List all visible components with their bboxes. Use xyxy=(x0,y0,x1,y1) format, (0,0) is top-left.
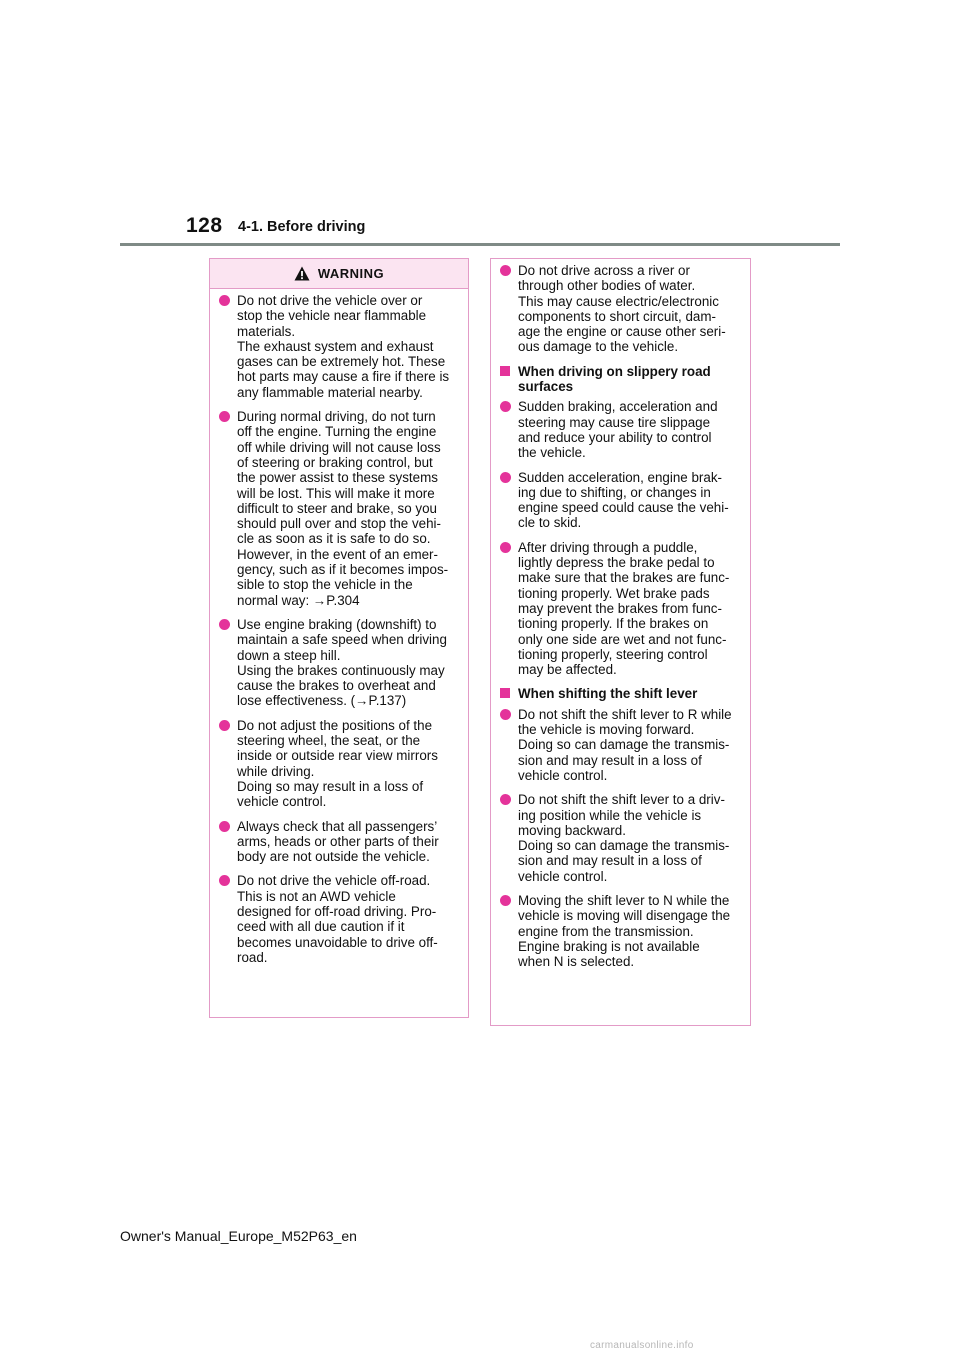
list-item: Do not shift the shift lever to a driv- ing position while the vehicle is moving backward. Doing so can damage the transmis- sion and may result in a loss of vehicle control. xyxy=(499,792,742,884)
warning-title: WARNING xyxy=(317,266,385,281)
warning-triangle-icon xyxy=(294,266,310,281)
list-item: Moving the shift lever to N while the vehicle is moving will disengage the engine from the transmission. Engine braking is not available when N is selected. xyxy=(499,893,742,969)
round-bullet-icon xyxy=(219,821,230,832)
list-item: Sudden acceleration, engine brak- ing due to shifting, or changes in engine speed could cause the vehi- cle to skid. xyxy=(499,470,742,531)
round-bullet-icon xyxy=(500,265,511,276)
watermark: carmanualsonline.info xyxy=(590,1340,694,1351)
list-item: During normal driving, do not turn off the engine. Turning the engine off while driving will not cause loss of steering or braking control, but the power assist to these systems will be lost. This will make it more difficult to steer and brake, so you should pull over and stop the vehi- cle as soon as it is safe to do so. However, in the event of an emer- gency, such as if it becomes impos- sible to stop the vehicle in the normal way: →P.304 xyxy=(218,409,460,608)
square-bullet-icon xyxy=(500,366,510,376)
subsection-heading-slippery: When driving on slippery road surfaces xyxy=(499,364,742,395)
footer-document-id: Owner's Manual_Europe_M52P63_en xyxy=(120,1228,357,1244)
warning-content-left xyxy=(210,289,468,965)
list-item: Do not drive the vehicle off-road. This is not an AWD vehicle designed for off-road driving. Pro- ceed with all due caution if it becomes unavoidable to drive off- road. xyxy=(218,873,460,965)
warning-box xyxy=(209,258,469,1018)
round-bullet-icon xyxy=(219,295,230,306)
round-bullet-icon xyxy=(500,895,511,906)
round-bullet-icon xyxy=(500,709,511,720)
warning-header xyxy=(210,259,468,289)
square-bullet-icon xyxy=(500,688,510,698)
round-bullet-icon xyxy=(500,472,511,483)
list-item: Use engine braking (downshift) to maintain a safe speed when driving down a steep hill. Using the brakes continuously may cause the brakes to overheat and lose effectiveness. (→P.137) xyxy=(218,617,460,709)
header-rule xyxy=(120,243,840,246)
list-item: After driving through a puddle, lightly depress the brake pedal to make sure that the brakes are func- tioning properly. Wet brake pads may prevent the brakes from func- tioning properly. If the brakes on only one side are wet and not func- tioning properly, steering control may be affected. xyxy=(499,540,742,678)
list-item: Always check that all passengers’ arms, heads or other parts of their body are not outside the vehicle. xyxy=(218,819,460,865)
list-item: Sudden braking, acceleration and steering may cause tire slippage and reduce your ability to control the vehicle. xyxy=(499,399,742,460)
warning-box-continued xyxy=(490,258,751,1026)
list-item: Do not drive across a river or through other bodies of water. This may cause electric/electronic components to short circuit, dam- age the engine or cause other seri- ous damage to the vehicle. xyxy=(499,263,742,355)
round-bullet-icon xyxy=(219,875,230,886)
round-bullet-icon xyxy=(500,542,511,553)
round-bullet-icon xyxy=(219,619,230,630)
list-item: Do not drive the vehicle over or stop the vehicle near flammable materials. The exhaust system and exhaust gases can be extremely hot. These hot parts may cause a fire if there is any flammable material nearby. xyxy=(218,293,460,400)
round-bullet-icon xyxy=(219,411,230,422)
list-item: Do not shift the shift lever to R while the vehicle is moving forward. Doing so can damage the transmis- sion and may result in a loss of vehicle control. xyxy=(499,707,742,783)
warning-content-right xyxy=(491,259,750,969)
list-item: Do not adjust the positions of the steering wheel, the seat, or the inside or outside rear view mirrors while driving. Doing so may result in a loss of vehicle control. xyxy=(218,718,460,810)
round-bullet-icon xyxy=(500,794,511,805)
page-number: 128 xyxy=(186,214,223,237)
section-title: 4-1. Before driving xyxy=(238,219,366,235)
round-bullet-icon xyxy=(500,401,511,412)
round-bullet-icon xyxy=(219,720,230,731)
subsection-heading-shifting: When shifting the shift lever xyxy=(499,686,742,701)
